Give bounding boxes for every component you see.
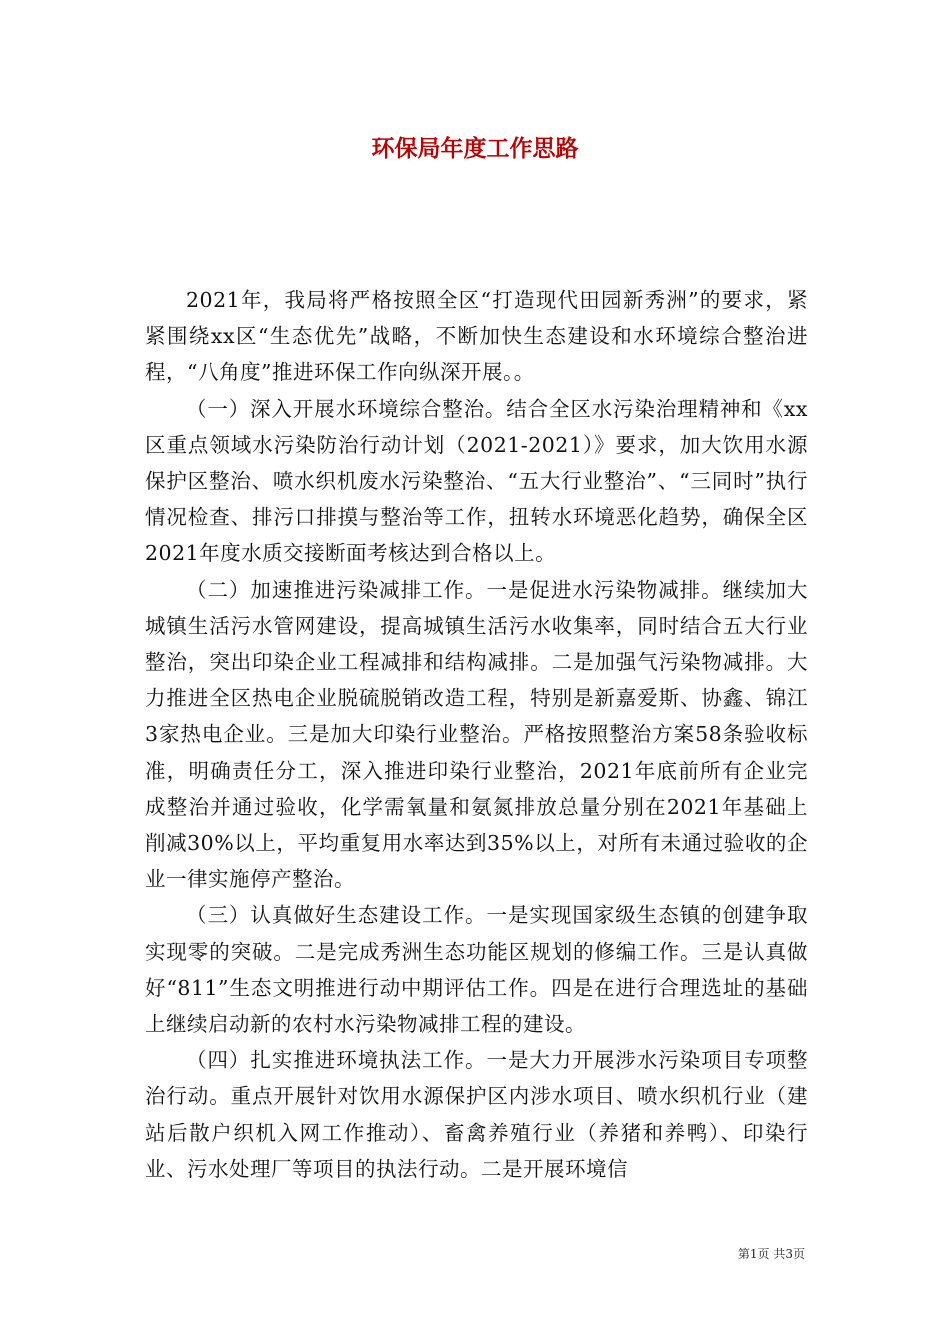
paragraph-emission-reduction: （二）加速推进污染减排工作。一是促进水污染物减排。继续加大城镇生活污水管网建设，提高城镇生活污水收集率，同时结合五大行业整治，突出印染企业工程减排和结构减排。二是加强气污染物减排。大力推进全区热电企业脱硫脱销改造工程，特别是新嘉爱斯、协鑫、锦江3家热电企业。三是加大印染行业整治。严格按照整治方案58条验收标准，明确责任分工，深入推进印染行业整治，2021年底前所有企业完成整治并通过验收，化学需氧量和氨氮排放总量分别在2021年基础上削减30%以上，平均重复用水率达到35%以上，对所有未通过验收的企业一律实施停产整治。: [145, 577, 808, 892]
paragraph-law-enforcement: （四）扎实推进环境执法工作。一是大力开展涉水污染项目专项整治行动。重点开展针对饮用水源保护区内涉水项目、喷水织机行业（建站后散户织机入网工作推动）、畜禽养殖行业（养猪和养鸭）、印染行业、污水处理厂等项目的执法行动。二是开展环境信: [145, 1048, 808, 1181]
document-body: [145, 282, 808, 1187]
paragraph-intro: 2021年，我局将严格按照全区“打造现代田园新秀洲”的要求，紧紧围绕xx区“生态优先”战略，不断加快生态建设和水环境综合整治进程，“八角度”推进环保工作向纵深开展。。: [145, 288, 808, 385]
paragraph-ecological-construction: （三）认真做好生态建设工作。一是实现国家级生态镇的创建争取实现零的突破。二是完成秀洲生态功能区规划的修编工作。三是认真做好“811”生态文明推进行动中期评估工作。四是在进行合理选址的基础上继续启动新的农村水污染物减排工程的建设。: [145, 903, 808, 1037]
document-title: 环保局年度工作思路: [371, 135, 579, 162]
page-number-footer: 第1页 共3页: [737, 1247, 805, 1261]
paragraph-water-environment: （一）深入开展水环境综合整治。结合全区水污染治理精神和《xx区重点领域水污染防治行动计划（2021-2021）》要求，加大饮用水源保护区整治、喷水织机废水污染整治、“五大行业整治”、“三同时”执行情况检查、排污口排摸与整治等工作，扭转水环境恶化趋势，确保全区2021年度水质交接断面考核达到合格以上。: [145, 396, 808, 566]
